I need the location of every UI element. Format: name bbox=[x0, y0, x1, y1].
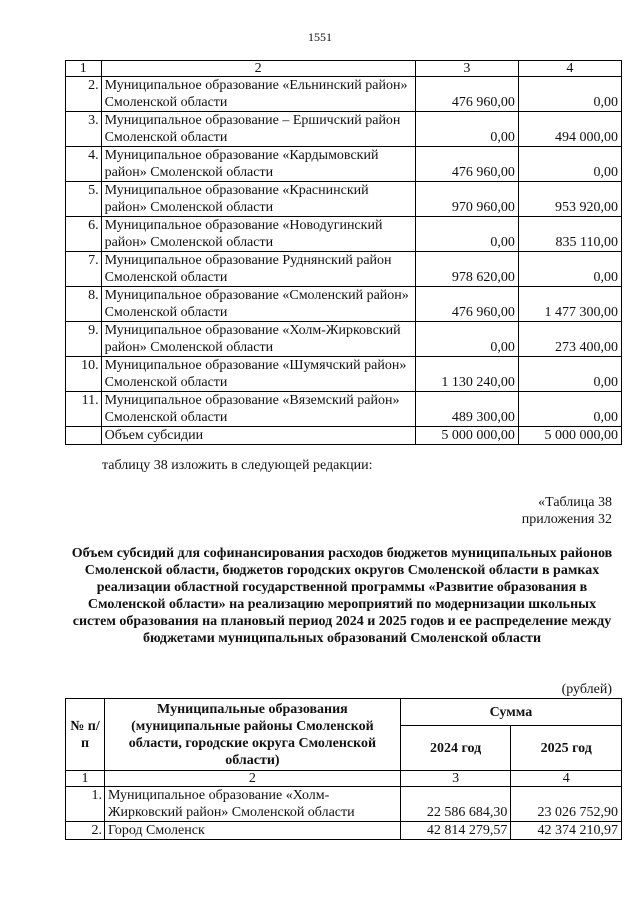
table-row bbox=[66, 822, 622, 840]
table-header-row bbox=[66, 61, 622, 77]
row-number: 9. bbox=[66, 322, 102, 357]
municipality-name: Муниципальное образование – Ершичский район Смоленской области bbox=[101, 112, 415, 147]
header-cell: 1 bbox=[66, 61, 102, 77]
row-number: 11. bbox=[66, 392, 102, 427]
header-cell: 2 bbox=[101, 61, 415, 77]
row-number: 6. bbox=[66, 217, 102, 252]
table-row bbox=[66, 787, 622, 822]
row-number: 8. bbox=[66, 287, 102, 322]
municipality-name: Муниципальное образование «Смоленский район» Смоленской области bbox=[101, 287, 415, 322]
index-cell: 4 bbox=[511, 771, 622, 787]
row-number: 10. bbox=[66, 357, 102, 392]
table-heading: Объем субсидий для софинансирования расходов бюджетов муниципальных районов Смоленской области, бюджетов городских округов Смоленской области в рамках реализации областной государственной программы «Развитие образования в Смоленской области» на реализацию мероприятий по модернизации школьных систем образования на плановый период 2024 и 2025 годов и ее распределение между бюджетами муниципальных образований Смоленской области bbox=[71, 546, 613, 646]
header-cell: 3 bbox=[415, 61, 518, 77]
header-municipality: Муниципальные образования (муниципальные районы Смоленской области, городские округа Смоленской области) bbox=[104, 699, 400, 771]
total-col4: 5 000 000,00 bbox=[518, 427, 621, 445]
amount-2025: 42 374 210,97 bbox=[511, 822, 622, 840]
amount-col4: 835 110,00 bbox=[518, 217, 621, 252]
index-cell: 3 bbox=[400, 771, 511, 787]
subsidy-table-new bbox=[65, 698, 622, 840]
table-row bbox=[66, 217, 622, 252]
column-index-row bbox=[66, 771, 622, 787]
header-num: № п/п bbox=[66, 699, 105, 771]
municipality-name: Муниципальное образование «Вяземский район» Смоленской области bbox=[101, 392, 415, 427]
row-number: 2. bbox=[66, 822, 105, 840]
amount-col4: 1 477 300,00 bbox=[518, 287, 621, 322]
table-label bbox=[522, 494, 612, 528]
amount-col3: 489 300,00 bbox=[415, 392, 518, 427]
amount-2025: 23 026 752,90 bbox=[511, 787, 622, 822]
total-col3: 5 000 000,00 bbox=[415, 427, 518, 445]
table-row bbox=[66, 252, 622, 287]
table-row bbox=[66, 147, 622, 182]
intro-text: таблицу 38 изложить в следующей редакции: bbox=[102, 458, 373, 473]
row-number: 1. bbox=[66, 787, 105, 822]
table-label-line1: «Таблица 38 bbox=[538, 495, 612, 510]
table-row bbox=[66, 392, 622, 427]
amount-col4: 0,00 bbox=[518, 392, 621, 427]
row-number: 3. bbox=[66, 112, 102, 147]
table-header-row bbox=[66, 699, 622, 726]
page-number: 1551 bbox=[308, 30, 332, 44]
header-2025: 2025 год bbox=[511, 726, 622, 771]
municipality-name: Муниципальное образование «Новодугинский район» Смоленской области bbox=[101, 217, 415, 252]
table-row bbox=[66, 77, 622, 112]
amount-col3: 476 960,00 bbox=[415, 287, 518, 322]
amount-col3: 970 960,00 bbox=[415, 182, 518, 217]
header-2024: 2024 год bbox=[400, 726, 511, 771]
row-number: 7. bbox=[66, 252, 102, 287]
municipality-name: Муниципальное образование «Шумячский район» Смоленской области bbox=[101, 357, 415, 392]
header-cell: 4 bbox=[518, 61, 621, 77]
table-row bbox=[66, 322, 622, 357]
table-row bbox=[66, 182, 622, 217]
amount-col4: 0,00 bbox=[518, 77, 621, 112]
table-label-line2: приложения 32 bbox=[521, 512, 612, 527]
amount-col3: 1 130 240,00 bbox=[415, 357, 518, 392]
total-row bbox=[66, 427, 622, 445]
row-number: 4. bbox=[66, 147, 102, 182]
municipality-name: Муниципальное образование «Краснинский район» Смоленской области bbox=[101, 182, 415, 217]
table-row bbox=[66, 357, 622, 392]
amount-col3: 978 620,00 bbox=[415, 252, 518, 287]
municipality-name: Город Смоленск bbox=[104, 822, 400, 840]
header-sum: Сумма bbox=[400, 699, 621, 726]
total-label: Объем субсидии bbox=[101, 427, 415, 445]
amount-col3: 476 960,00 bbox=[415, 77, 518, 112]
amount-col4: 953 920,00 bbox=[518, 182, 621, 217]
amount-2024: 22 586 684,30 bbox=[400, 787, 511, 822]
amount-col4: 273 400,00 bbox=[518, 322, 621, 357]
amount-col3: 0,00 bbox=[415, 322, 518, 357]
amount-2024: 42 814 279,57 bbox=[400, 822, 511, 840]
amount-col3: 0,00 bbox=[415, 217, 518, 252]
amount-col4: 0,00 bbox=[518, 357, 621, 392]
amount-col3: 0,00 bbox=[415, 112, 518, 147]
amount-col4: 0,00 bbox=[518, 147, 621, 182]
subsidy-table-previous bbox=[65, 60, 622, 445]
amount-col4: 494 000,00 bbox=[518, 112, 621, 147]
municipality-name: Муниципальное образование «Холм-Жирковский район» Смоленской области bbox=[104, 787, 400, 822]
municipality-name: Муниципальное образование Руднянский район Смоленской области bbox=[101, 252, 415, 287]
row-number: 5. bbox=[66, 182, 102, 217]
row-number: 2. bbox=[66, 77, 102, 112]
units-label: (рублей) bbox=[561, 682, 612, 697]
amount-col3: 476 960,00 bbox=[415, 147, 518, 182]
municipality-name: Муниципальное образование «Ельнинский район» Смоленской области bbox=[101, 77, 415, 112]
table-row bbox=[66, 287, 622, 322]
amount-col4: 0,00 bbox=[518, 252, 621, 287]
municipality-name: Муниципальное образование «Кардымовский район» Смоленской области bbox=[101, 147, 415, 182]
total-empty-cell bbox=[66, 427, 102, 445]
index-cell: 1 bbox=[66, 771, 105, 787]
index-cell: 2 bbox=[104, 771, 400, 787]
table-row bbox=[66, 112, 622, 147]
municipality-name: Муниципальное образование «Холм-Жирковский район» Смоленской области bbox=[101, 322, 415, 357]
